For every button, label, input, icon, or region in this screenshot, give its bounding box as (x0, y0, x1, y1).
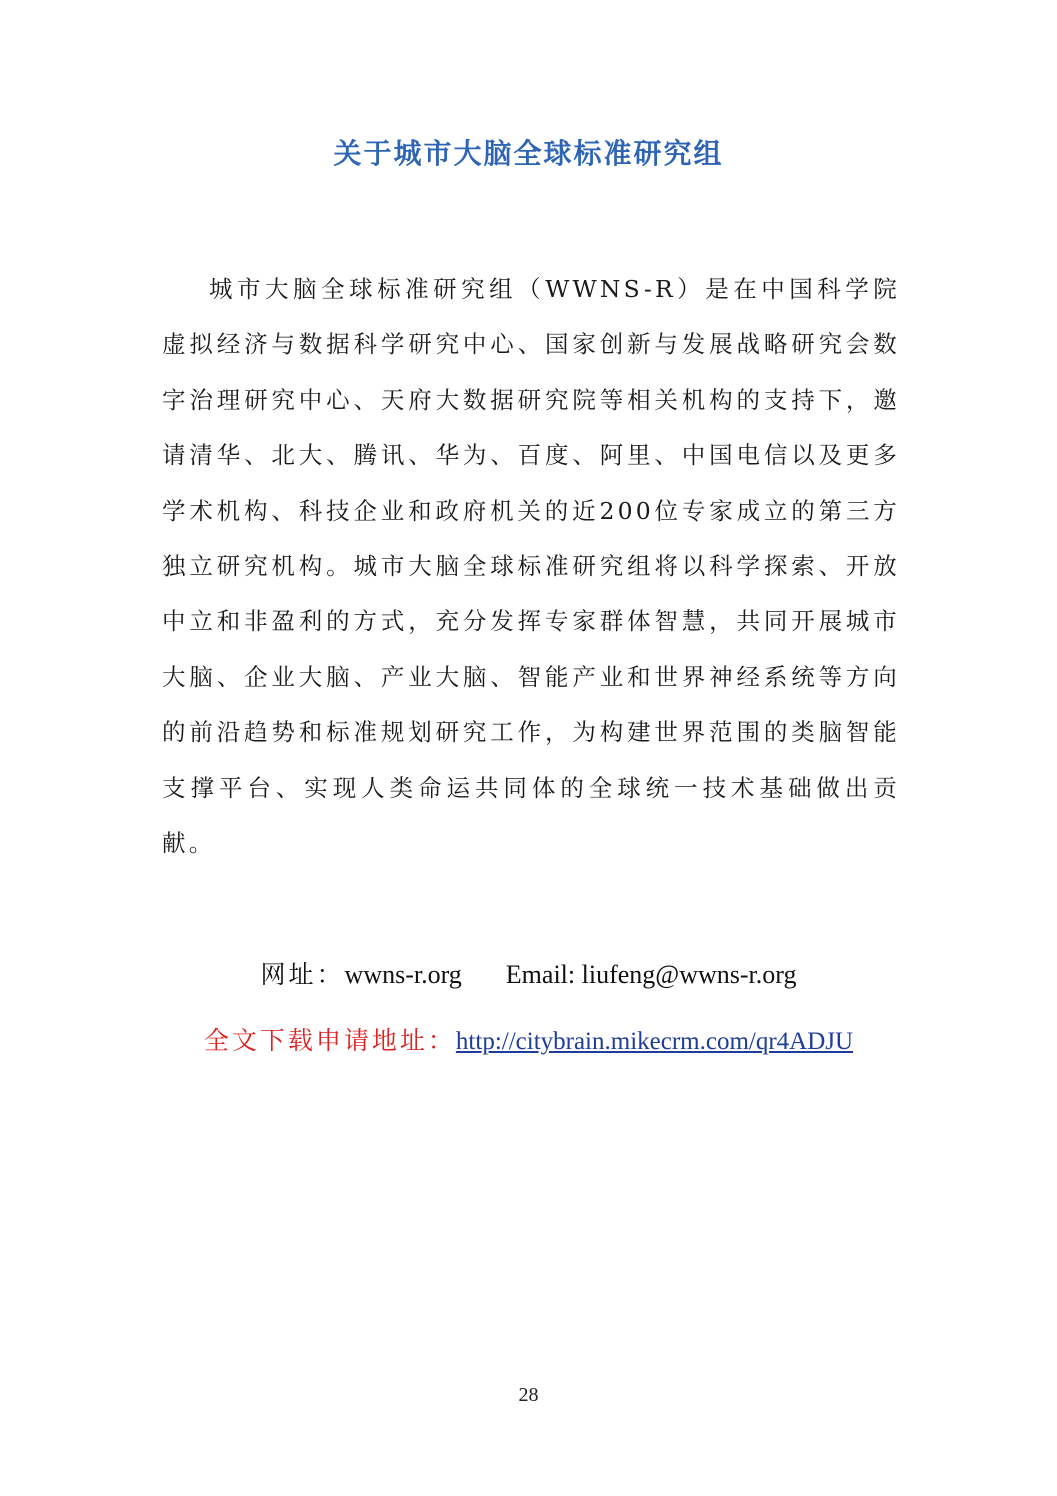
email-label: Email: (505, 960, 582, 989)
download-link[interactable]: http://citybrain.mikecrm.com/qr4ADJU (455, 1028, 854, 1055)
website-value: wwns-r.org (344, 960, 462, 989)
body-paragraph: 城市大脑全球标准研究组（WWNS-R）是在中国科学院虚拟经济与数据科学研究中心、国家创新与发展战略研究会数字治理研究中心、天府大数据研究院等相关机构的支持下，邀请清华、北大、腾讯、华为、百度、阿里、中国电信以及更多学术机构、科技企业和政府机关的近200位专家成立的第三方独立研究机构。城市大脑全球标准研究组将以科学探索、开放中立和非盈利的方式，充分发挥专家群体智慧，共同开展城市大脑、企业大脑、产业大脑、智能产业和世界神经系统等方向的前沿趋势和标准规划研究工作，为构建世界范围的类脑智能支撑平台、实现人类命运共同体的全球统一技术基础做出贡献。 (162, 275, 900, 858)
email-value: liufeng@wwns-r.org (581, 960, 797, 989)
download-label: 全文下载申请地址： (203, 1026, 456, 1055)
page-title: 关于城市大脑全球标准研究组 (333, 137, 724, 170)
download-line (0, 1021, 1057, 1062)
contact-line (0, 955, 1057, 995)
website-label: 网址： (260, 960, 345, 989)
page-number: 28 (518, 1384, 539, 1406)
